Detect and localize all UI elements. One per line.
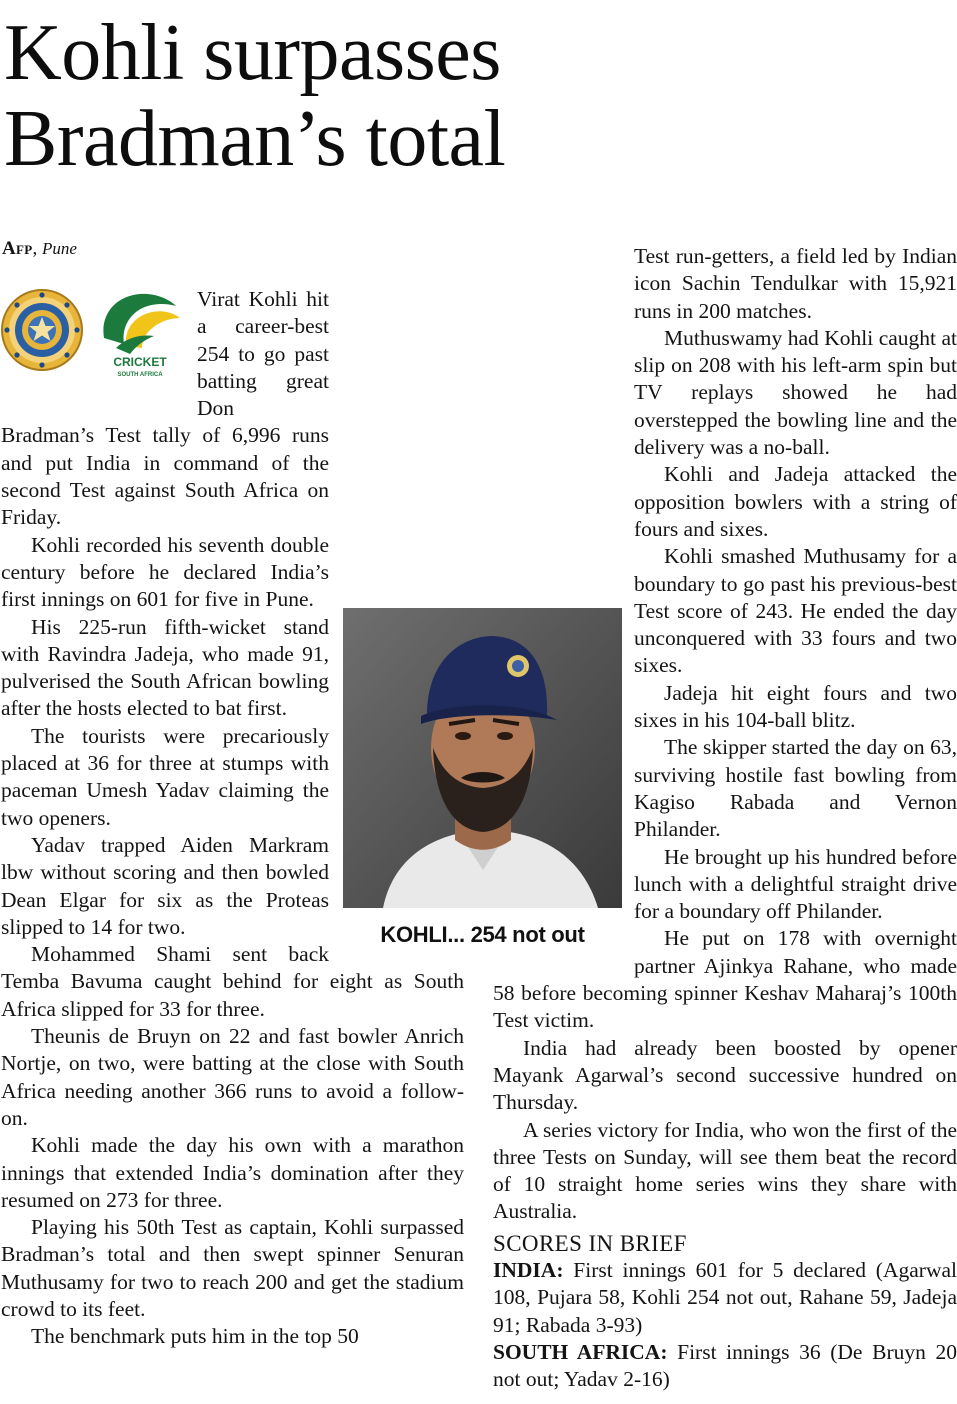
paragraph: India had already been boosted by opener Mayank Agarwal’s second successive hundred on Thursday. xyxy=(493,1035,957,1115)
paragraph: Mohammed Shami sent back Temba Bavuma caught behind for eight as South Africa slipped for 33 for three. xyxy=(1,942,464,1021)
paragraph: A series victory for India, who won the first of the three Tests on Sunday, will see them beat the record of 10 straight home series wins they share with Australia. xyxy=(493,1117,957,1224)
paragraph: Theunis de Bruyn on 22 and fast bowler Anrich Nortje, on two, were batting at the close with South Africa needing another 366 runs to avoid a follow-on. xyxy=(1,1024,464,1130)
scores-india-text: First innings 601 for 5 declared (Agarwal 108, Pujara 58, Kohli 254 not out, Rahane 59, Jadeja 91; Rabada 3-93) xyxy=(493,1257,957,1337)
cricket-sa-line1: CRICKET xyxy=(113,355,167,369)
logo-float-spacer xyxy=(1,286,197,396)
player-portrait-icon xyxy=(343,608,622,908)
byline-place: Pune xyxy=(42,239,77,258)
paragraph: The benchmark puts him in the top 50 xyxy=(31,1324,359,1349)
paragraph: Kohli made the day his own with a marathon innings that extended India’s domination after they resumed on 273 for three. xyxy=(1,1133,464,1212)
photo-caption: KOHLI... 254 not out xyxy=(380,922,585,947)
paragraph: Kohli and Jadeja attacked the opposition bowlers with a string of fours and sixes. xyxy=(634,462,957,541)
paragraph: Jadeja hit eight fours and two sixes in his 104-ball blitz. xyxy=(634,680,957,733)
cricket-sa-line2: SOUTH AFRICA xyxy=(117,372,163,378)
paragraph: Yadav trapped Aiden Markram lbw without scoring and then bowled Dean Elgar for six as the Proteas slipped to 14 for two. xyxy=(1,832,329,939)
kohli-photo xyxy=(343,608,622,908)
paragraph: Test run-getters, a field led by Indian icon Sachin Tendulkar with 15,921 runs in 200 matches. xyxy=(634,244,957,323)
scores-heading: SCORES IN BRIEF xyxy=(493,1230,687,1256)
paragraph: Kohli recorded his seventh double century before he declared India’s first innings on 601 for five in Pune. xyxy=(1,532,329,612)
headline-line1: Kohli surpasses xyxy=(4,9,501,97)
scores-south-africa xyxy=(493,1339,957,1394)
byline-agency: Afp xyxy=(2,238,33,259)
paragraph: He put on 178 with overnight partner Ajinkya Rahane, who made 58 before becoming spinner Keshav Maharaj’s 100th Test victim. xyxy=(493,926,957,1033)
byline xyxy=(2,238,77,260)
scores-india-label: INDIA: xyxy=(493,1257,564,1282)
paragraph: The tourists were precariously placed at 36 for three at stumps with paceman Umesh Yadav claiming the two openers. xyxy=(1,723,329,830)
scores-india xyxy=(493,1257,957,1339)
byline-separator: , xyxy=(32,238,38,259)
paragraph: Virat Kohli hit a career-best 254 to go past batting great Don Bradman’s Test tally of 6,996 runs and put India in command of the second Test against South Africa on Friday. xyxy=(1,287,329,530)
paragraph: His 225-run fifth-wicket stand with Ravindra Jadeja, who made 91, pulverised the South African bowling after the hosts elected to bat first. xyxy=(1,614,329,721)
paragraph: The skipper started the day on 63, surviving hostile fast bowling from Kagiso Rabada and Vernon Philander. xyxy=(634,735,957,842)
paragraph: Kohli smashed Muthusamy for a boundary to go past his previous-best Test score of 243. He ended the day unconquered with 33 fours and two sixes. xyxy=(634,544,957,678)
scores-sa-label: SOUTH AFRICA: xyxy=(493,1339,668,1364)
headline-line2: Bradman’s total xyxy=(4,95,506,183)
headline xyxy=(4,10,704,182)
paragraph: Muthuswamy had Kohli caught at slip on 208 with his left-arm spin but TV replays showed he had overstepped the bowling line and the delivery was a no-ball. xyxy=(634,325,957,460)
paragraph: He brought up his hundred before lunch with a delightful straight drive for a boundary off Philander. xyxy=(634,844,957,924)
paragraph: Playing his 50th Test as captain, Kohli surpassed Bradman’s total and then swept spinner Senuran Muthusamy for two to reach 200 and get the stadium crowd to its feet. xyxy=(1,1215,464,1321)
scores-sa-text: First innings 36 (De Bruyn 20 not out; Yadav 2-16) xyxy=(493,1339,957,1392)
